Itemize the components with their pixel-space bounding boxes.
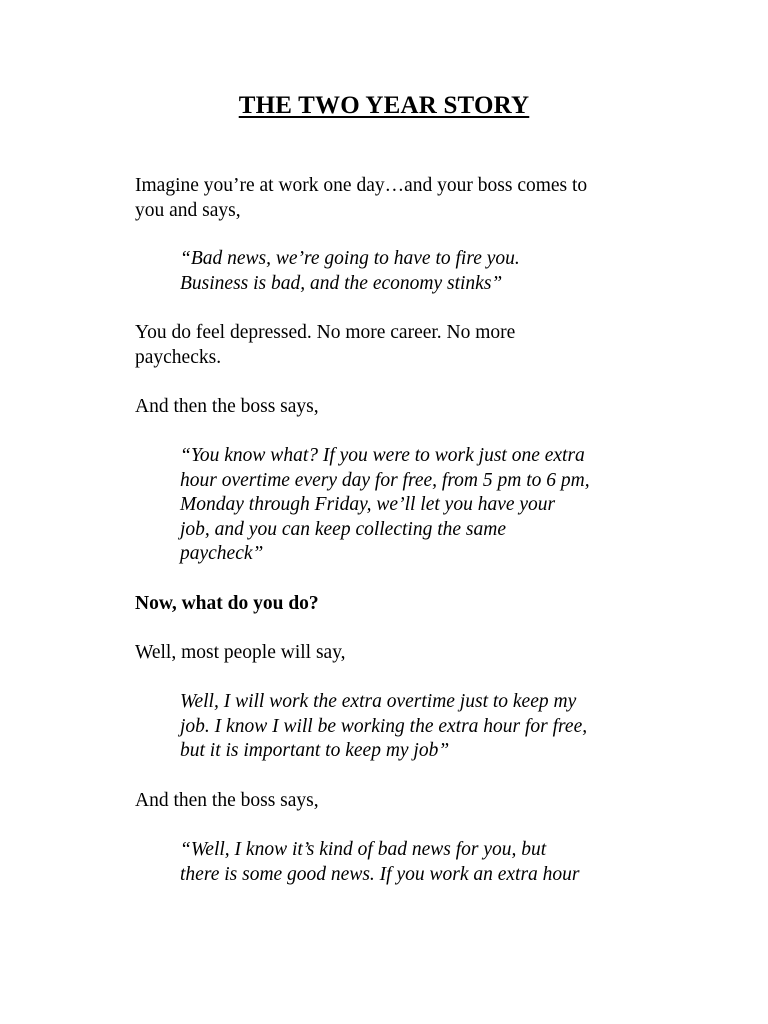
quote-line: “Bad news, we’re going to have to fire you. xyxy=(180,248,520,269)
quote-line: hour overtime every day for free, from 5 pm to 6 pm, xyxy=(180,469,590,491)
quote-line: job, and you can keep collecting the same xyxy=(180,518,506,540)
text-line: And then the boss says, xyxy=(135,790,319,811)
quote-line: Business is bad, and the economy stinks” xyxy=(180,272,503,294)
boss-quote-good-news xyxy=(180,838,640,887)
document-title: THE TWO YEAR STORY xyxy=(238,92,530,119)
quote-line: Monday through Friday, we’ll let you have your xyxy=(180,494,556,515)
text-line: Now, what do you do? xyxy=(135,593,319,614)
depressed-paragraph xyxy=(135,321,635,370)
boss-says-paragraph xyxy=(135,395,635,420)
text-line: You do feel depressed. No more career. No more xyxy=(135,322,516,343)
text-line: paychecks. xyxy=(135,346,222,368)
quote-line: job. I know I will be working the extra hour for free, xyxy=(180,715,588,737)
boss-quote-overtime xyxy=(180,444,640,567)
question-heading xyxy=(135,592,635,617)
text-line: And then the boss says, xyxy=(135,396,319,417)
worker-quote xyxy=(180,690,640,764)
quote-line: Well, I will work the extra overtime just to keep my xyxy=(180,691,577,712)
quote-line: but it is important to keep my job” xyxy=(180,740,450,761)
text-line: you and says, xyxy=(135,199,241,221)
quote-line: “Well, I know it’s kind of bad news for you, but xyxy=(180,839,547,860)
boss-quote-fire xyxy=(180,247,640,296)
boss-says-paragraph-2 xyxy=(135,789,635,814)
quote-line: “You know what? If you were to work just one extra xyxy=(180,445,585,466)
quote-line: there is some good news. If you work an extra hour xyxy=(180,863,580,885)
text-line: Well, most people will say, xyxy=(135,642,346,663)
most-people-paragraph xyxy=(135,641,635,666)
text-line: Imagine you’re at work one day…and your boss comes to xyxy=(135,175,588,196)
intro-paragraph xyxy=(135,174,635,223)
quote-line: paycheck” xyxy=(180,543,264,564)
